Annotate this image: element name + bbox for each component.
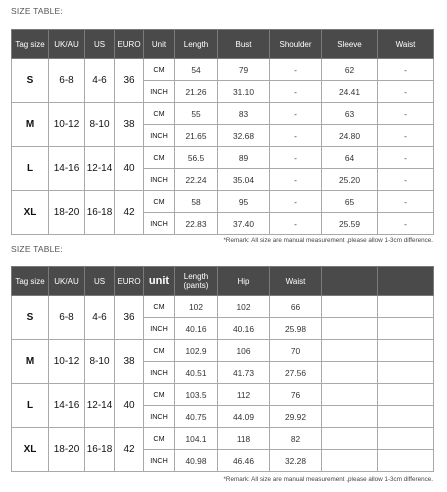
measurement-cell: 40.16 <box>175 318 218 340</box>
table-row <box>12 296 434 318</box>
unit-cell: INCH <box>144 125 175 147</box>
measurement-cell: 44.09 <box>218 406 270 428</box>
unit-cell: CM <box>144 103 175 125</box>
measurement-cell: - <box>270 191 322 213</box>
measurement-cell: - <box>270 125 322 147</box>
measurement-cell: 95 <box>218 191 270 213</box>
us-cell: 4-6 <box>85 296 115 340</box>
uk-au-cell: 18-20 <box>49 428 85 472</box>
unit-cell: INCH <box>144 362 175 384</box>
measurement-cell: 63 <box>322 103 378 125</box>
column-header: EURO <box>115 30 144 59</box>
size-table-pants <box>11 266 434 472</box>
uk-au-cell: 6-8 <box>49 296 85 340</box>
measurement-cell: - <box>270 147 322 169</box>
measurement-cell: 54 <box>175 59 218 81</box>
tag-size-cell: XL <box>12 428 49 472</box>
tag-size-cell: L <box>12 147 49 191</box>
measurement-cell: 24.80 <box>322 125 378 147</box>
column-header: Waist <box>378 30 434 59</box>
measurement-cell: 25.59 <box>322 213 378 235</box>
size-table-tops <box>11 29 434 235</box>
measurement-cell: 46.46 <box>218 450 270 472</box>
euro-cell: 42 <box>115 428 144 472</box>
measurement-cell: 58 <box>175 191 218 213</box>
measurement-cell: - <box>378 213 434 235</box>
measurement-cell <box>322 362 378 384</box>
column-header: Tag size <box>12 267 49 296</box>
unit-cell: INCH <box>144 318 175 340</box>
table-header-row <box>12 30 434 59</box>
column-header <box>378 267 434 296</box>
measurement-cell: 55 <box>175 103 218 125</box>
euro-cell: 42 <box>115 191 144 235</box>
measurement-cell: - <box>378 125 434 147</box>
uk-au-cell: 18-20 <box>49 191 85 235</box>
tag-size-cell: M <box>12 103 49 147</box>
unit-cell: INCH <box>144 81 175 103</box>
column-header: UK/AU <box>49 30 85 59</box>
euro-cell: 36 <box>115 59 144 103</box>
uk-au-cell: 14-16 <box>49 147 85 191</box>
column-header: Hip <box>218 267 270 296</box>
measurement-cell <box>378 340 434 362</box>
measurement-cell: 56.5 <box>175 147 218 169</box>
us-cell: 4-6 <box>85 59 115 103</box>
unit-cell: CM <box>144 428 175 450</box>
column-header: US <box>85 30 115 59</box>
measurement-cell <box>378 362 434 384</box>
measurement-cell: 41.73 <box>218 362 270 384</box>
table-row <box>12 59 434 81</box>
size-table-heading-1: SIZE TABLE: <box>11 6 63 16</box>
measurement-cell <box>378 450 434 472</box>
measurement-cell: 76 <box>270 384 322 406</box>
column-header: Bust <box>218 30 270 59</box>
measurement-cell: 21.65 <box>175 125 218 147</box>
measurement-cell: 40.75 <box>175 406 218 428</box>
measurement-cell <box>322 450 378 472</box>
measurement-cell: 29.92 <box>270 406 322 428</box>
uk-au-cell: 6-8 <box>49 59 85 103</box>
measurement-cell: - <box>378 103 434 125</box>
measurement-cell: 103.5 <box>175 384 218 406</box>
unit-cell: CM <box>144 384 175 406</box>
measurement-cell: 70 <box>270 340 322 362</box>
unit-cell: INCH <box>144 406 175 428</box>
us-cell: 12-14 <box>85 384 115 428</box>
measurement-cell: 40.16 <box>218 318 270 340</box>
column-header: EURO <box>115 267 144 296</box>
column-header: Sleeve <box>322 30 378 59</box>
measurement-cell: 37.40 <box>218 213 270 235</box>
column-header: Length <box>175 30 218 59</box>
measurement-cell <box>322 296 378 318</box>
measurement-cell: - <box>378 191 434 213</box>
column-header: Shoulder <box>270 30 322 59</box>
remark-note-1: *Remark: All size are manual measurement ,please allow 1-3cm difference. <box>223 237 433 244</box>
measurement-cell: 104.1 <box>175 428 218 450</box>
measurement-cell: 106 <box>218 340 270 362</box>
tag-size-cell: M <box>12 340 49 384</box>
euro-cell: 40 <box>115 384 144 428</box>
measurement-cell <box>378 428 434 450</box>
measurement-cell: 25.20 <box>322 169 378 191</box>
measurement-cell: - <box>270 81 322 103</box>
remark-note-2: *Remark: All size are manual measurement ,please allow 1-3cm difference. <box>223 476 433 483</box>
table-row <box>12 191 434 213</box>
us-cell: 16-18 <box>85 191 115 235</box>
measurement-cell <box>378 406 434 428</box>
table-row <box>12 428 434 450</box>
measurement-cell: 31.10 <box>218 81 270 103</box>
table-row <box>12 340 434 362</box>
us-cell: 8-10 <box>85 340 115 384</box>
uk-au-cell: 14-16 <box>49 384 85 428</box>
tag-size-cell: L <box>12 384 49 428</box>
measurement-cell: - <box>270 213 322 235</box>
measurement-cell: 102 <box>218 296 270 318</box>
measurement-cell: 40.51 <box>175 362 218 384</box>
measurement-cell: 118 <box>218 428 270 450</box>
euro-cell: 38 <box>115 340 144 384</box>
unit-cell: CM <box>144 296 175 318</box>
measurement-cell: 27.56 <box>270 362 322 384</box>
measurement-cell: 32.28 <box>270 450 322 472</box>
measurement-cell: 83 <box>218 103 270 125</box>
measurement-cell: 25.98 <box>270 318 322 340</box>
measurement-cell: 32.68 <box>218 125 270 147</box>
euro-cell: 36 <box>115 296 144 340</box>
uk-au-cell: 10-12 <box>49 340 85 384</box>
column-header: US <box>85 267 115 296</box>
table-header-row <box>12 267 434 296</box>
measurement-cell: - <box>270 103 322 125</box>
measurement-cell: 22.83 <box>175 213 218 235</box>
unit-cell: CM <box>144 191 175 213</box>
measurement-cell: 112 <box>218 384 270 406</box>
measurement-cell <box>322 340 378 362</box>
measurement-cell: - <box>378 81 434 103</box>
euro-cell: 40 <box>115 147 144 191</box>
measurement-cell: 89 <box>218 147 270 169</box>
column-header: unit <box>144 267 175 296</box>
column-header: UK/AU <box>49 267 85 296</box>
measurement-cell <box>378 384 434 406</box>
us-cell: 12-14 <box>85 147 115 191</box>
table-row <box>12 147 434 169</box>
column-header <box>322 267 378 296</box>
unit-cell: CM <box>144 59 175 81</box>
measurement-cell <box>322 428 378 450</box>
measurement-cell <box>378 296 434 318</box>
measurement-cell: 21.26 <box>175 81 218 103</box>
unit-cell: CM <box>144 147 175 169</box>
uk-au-cell: 10-12 <box>49 103 85 147</box>
measurement-cell <box>322 406 378 428</box>
us-cell: 8-10 <box>85 103 115 147</box>
measurement-cell: - <box>378 59 434 81</box>
unit-cell: INCH <box>144 450 175 472</box>
measurement-cell: 79 <box>218 59 270 81</box>
measurement-cell: 22.24 <box>175 169 218 191</box>
measurement-cell <box>322 318 378 340</box>
measurement-cell <box>378 318 434 340</box>
tag-size-cell: S <box>12 59 49 103</box>
measurement-cell: 35.04 <box>218 169 270 191</box>
measurement-cell: 65 <box>322 191 378 213</box>
column-header: Unit <box>144 30 175 59</box>
measurement-cell: 102 <box>175 296 218 318</box>
measurement-cell: 102.9 <box>175 340 218 362</box>
euro-cell: 38 <box>115 103 144 147</box>
measurement-cell: - <box>270 169 322 191</box>
unit-cell: INCH <box>144 169 175 191</box>
column-header: Length (pants) <box>175 267 218 296</box>
measurement-cell: 40.98 <box>175 450 218 472</box>
unit-cell: INCH <box>144 213 175 235</box>
measurement-cell: - <box>378 169 434 191</box>
tag-size-cell: XL <box>12 191 49 235</box>
measurement-cell: 66 <box>270 296 322 318</box>
table-row <box>12 384 434 406</box>
us-cell: 16-18 <box>85 428 115 472</box>
unit-cell: CM <box>144 340 175 362</box>
size-table-heading-2: SIZE TABLE: <box>11 244 63 254</box>
measurement-cell: 24.41 <box>322 81 378 103</box>
measurement-cell: 62 <box>322 59 378 81</box>
measurement-cell: 64 <box>322 147 378 169</box>
table-row <box>12 103 434 125</box>
column-header: Waist <box>270 267 322 296</box>
measurement-cell: 82 <box>270 428 322 450</box>
column-header: Tag size <box>12 30 49 59</box>
measurement-cell: - <box>270 59 322 81</box>
measurement-cell: - <box>378 147 434 169</box>
measurement-cell <box>322 384 378 406</box>
tag-size-cell: S <box>12 296 49 340</box>
